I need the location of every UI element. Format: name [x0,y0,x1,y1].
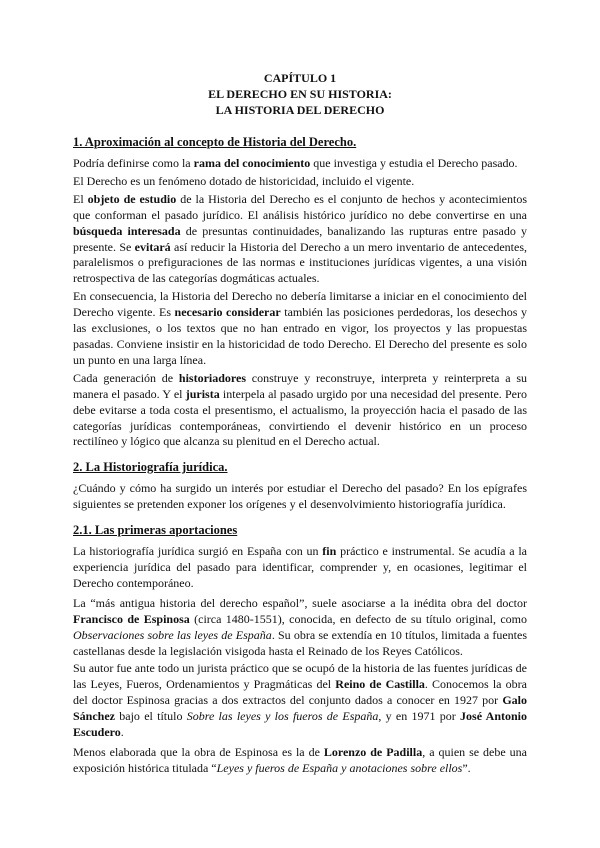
s21-paragraph-3: Su autor fue ante todo un jurista práctico que se ocupó de la historia de las fuentes jurídicas de las Leyes, Fueros, Ordenamientos y Pragmáticas del Reino de Castilla. Conocemos la obra del doctor Espinosa gracias a dos extractos del conjunto dados a conocer en 1927 por Galo Sánchez bajo el título Sobre las leyes y los fueros de España, y en 1971 por José Antonio Escudero. [73,661,527,740]
s21-paragraph-4: Menos elaborada que la obra de Espinosa es la de Lorenzo de Padilla, a quien se debe una exposición histórica titulada “Leyes y fueros de España y anotaciones sobre ellos”. [73,745,527,775]
s21-paragraph-2: La “más antigua historia del derecho español”, suele asociarse a la inédita obra del doctor Francisco de Espinosa (circa 1480-1551), conocida, en defecto de su título original, como Observaciones sobre las leyes de España. Su obra se extendía en 10 títulos, limitada a fuentes castellanas desde la legislación visigoda hasta el Reinado de los Reyes Católicos. [73,595,527,658]
s1-paragraph-5: Cada generación de historiadores construye y reconstruye, interpreta y reinterpreta a su manera el pasado. Y el jurista interpela al pasado urgido por una necesidad del presente. Pero debe evitarse a toda costa el presentismo, el actualismo, la proyección hacia el pasado de las categorías jurídicas contemporáneas, convirtiendo el devenir histórico en un proceso rectilíneo y lógico que alcanza su plenitud en el Derecho actual. [73,370,528,449]
chapter-header [73,70,527,118]
s1-paragraph-3: El objeto de estudio de la Historia del Derecho es el conjunto de hechos y acontecimientos que conforman el pasado jurídico. El análisis histórico jurídico no debe convertirse en una búsqueda interesada de presuntas continuidades, banalizando las rupturas entre pasado y presente. Se evitará así reducir la Historia del Derecho a un mero inventario de antecedentes, paralelismos o prefiguraciones de las normas e instituciones jurídicas vigentes, a una visión retrospectiva de las categorías dogmáticas actuales. [73,191,528,286]
chapter-number: CAPÍTULO 1 [263,71,337,85]
s1-paragraph-4: En consecuencia, la Historia del Derecho no debería limitarse a iniciar en el conocimiento del Derecho vigente. Es necesario considerar también las posiciones perdedoras, los desechos y las exclusiones, o los textos que no han entrado en vigor, los proyectos y las propuestas pasadas. Conviene insistir en la historicidad de todo Derecho. El Derecho del presente es solo un punto en una larga línea. [73,289,528,367]
section-2-1-heading: 2.1. Las primeras aportaciones [73,523,238,538]
s1-paragraph-1: Podría definirse como la rama del conocimiento que investiga y estudia el Derecho pasado. [73,156,518,170]
s1-paragraph-2: El Derecho es un fenómeno dotado de historicidad, incluido el vigente. [73,173,415,188]
section-2-heading: 2. La Historiografía jurídica. [73,460,228,475]
chapter-subtitle: LA HISTORIA DEL DERECHO [215,103,385,117]
s21-paragraph-1: La historiografía jurídica surgió en España con un fin práctico e instrumental. Se acudía a la experiencia jurídica del pasado para identificar, comprender y, en ocasiones, legitimar el Derecho contemporáneo. [73,544,527,590]
chapter-title: EL DERECHO EN SU HISTORIA: [208,87,392,101]
s2-paragraph-1: ¿Cuándo y cómo ha surgido un interés por estudiar el Derecho del pasado? En los epígrafes siguientes se pretenden exponer los orígenes y el desenvolvimiento historiografía jurídica. [73,481,527,512]
section-1-heading: 1. Aproximación al concepto de Historia del Derecho. [73,135,357,149]
